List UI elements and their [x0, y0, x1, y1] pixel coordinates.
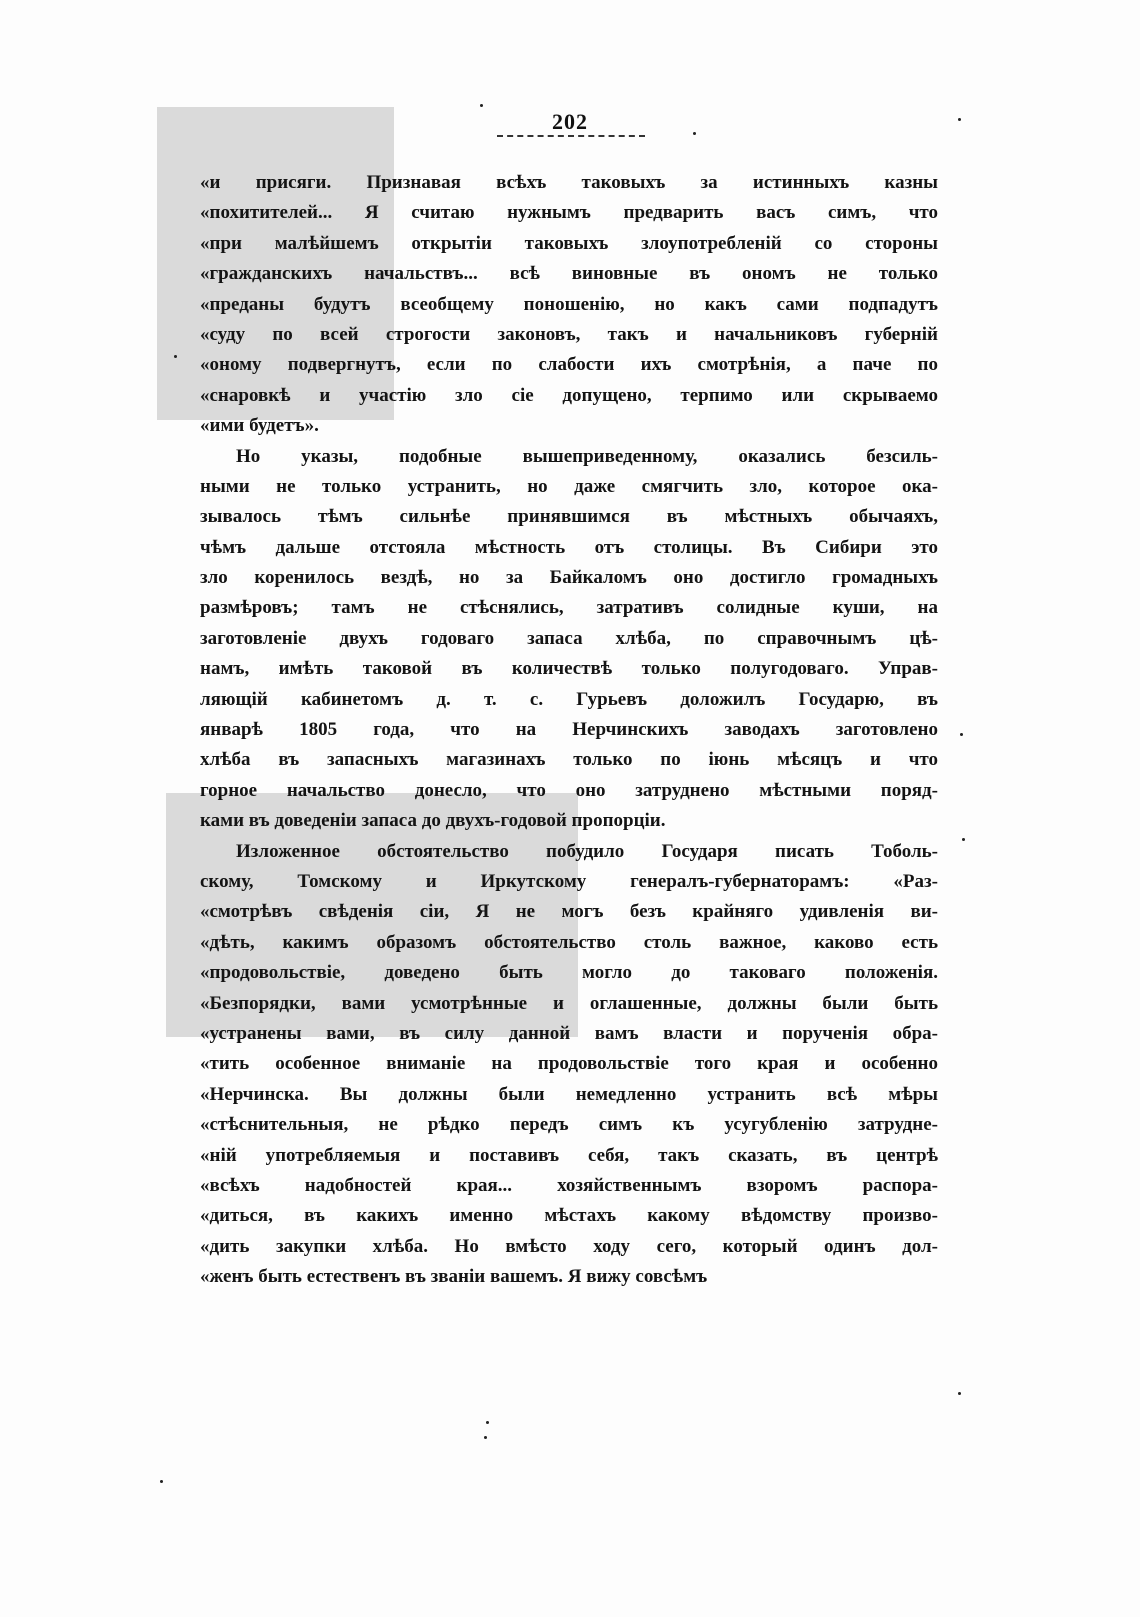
text-line: скому, Томскому и Иркутскому генералъ-губернаторамъ: «Раз-: [200, 870, 938, 892]
text-line: «дить закупки хлѣба. Но вмѣсто ходу сего, который одинъ дол-: [200, 1235, 938, 1257]
scan-speck: [693, 132, 696, 135]
text-line: размѣровъ; тамъ не стѣснялись, затративъ солидные куши, на: [200, 597, 938, 619]
page-number-header: [0, 109, 1140, 135]
text-line: чѣмъ дальше отстояла мѣстность отъ столицы. Въ Сибири это: [200, 536, 938, 558]
text-line: горное начальство донесло, что оно затруднено мѣстными поряд-: [200, 779, 938, 801]
text-line: ными не только устранить, но даже смягчить зло, которое ока-: [200, 475, 938, 497]
text-line: «диться, въ какихъ именно мѣстахъ какому вѣдомству произво-: [200, 1205, 938, 1227]
text-line: «Безпорядки, вами усмотрѣнные и оглашенные, должны были быть: [200, 992, 938, 1014]
text-line: хлѣба въ запасныхъ магазинахъ только по іюнь мѣсяцъ и что: [200, 749, 938, 771]
body-text: [200, 168, 938, 1292]
text-line: «женъ быть естественъ въ званіи вашемъ. Я вижу совсѣмъ: [200, 1266, 708, 1288]
scan-speck: [960, 733, 963, 736]
scan-speck: [484, 1436, 487, 1439]
text-line: «и присяги. Признавая всѣхъ таковыхъ за истинныхъ казны: [200, 172, 938, 193]
scan-speck: [958, 1392, 961, 1395]
text-line: «преданы будутъ всеобщему поношенію, но какъ сами подпадутъ: [200, 293, 938, 315]
scan-speck: [174, 355, 177, 358]
header-rule: [497, 135, 645, 137]
text-line: зло коренилось вездѣ, но за Байкаломъ оно достигло громадныхъ: [200, 567, 938, 589]
text-line: «Нерчинска. Вы должны были немедленно устранить всѣ мѣры: [200, 1083, 938, 1105]
text-line: Изложенное обстоятельство побудило Государя писать Тоболь-: [236, 840, 938, 862]
text-line: «дѣть, какимъ образомъ обстоятельство столь важное, каково есть: [200, 931, 938, 953]
text-line: «смотрѣвъ свѣденія сіи, Я не могъ безъ крайняго удивленія ви-: [200, 901, 938, 923]
text-line: «гражданскихъ начальствъ... всѣ виновные въ ономъ не только: [200, 263, 938, 285]
text-line: Но указы, подобные вышеприведенному, оказались безсиль-: [236, 445, 938, 467]
text-line: «суду по всей строгости законовъ, такъ и начальниковъ губерній: [200, 323, 938, 345]
text-line: намъ, имѣть таковой въ количествѣ только полугодоваго. Управ-: [200, 658, 938, 680]
scan-speck: [486, 1421, 489, 1424]
scan-speck: [958, 118, 961, 121]
text-line: «тить особенное вниманіе на продовольствіе того края и особенно: [200, 1053, 938, 1075]
text-line: ками въ доведеніи запаса до двухъ-годовой пропорціи.: [200, 810, 666, 832]
page-number: 202: [552, 109, 588, 134]
text-line: «ній употребляемыя и поставивъ себя, такъ сказать, въ центрѣ: [200, 1144, 938, 1166]
text-line: «продовольствіе, доведено быть могло до таковаго положенія.: [200, 962, 938, 984]
text-line: заготовленіе двухъ годоваго запаса хлѣба, по справочнымъ цѣ-: [200, 627, 938, 649]
scan-speck: [160, 1480, 163, 1483]
text-line: «устранены вами, въ силу данной вамъ власти и порученія обра-: [200, 1022, 938, 1044]
text-line: ляющій кабинетомъ д. т. с. Гурьевъ доложилъ Государю, въ: [200, 688, 938, 710]
text-line: «похитителей... Я считаю нужнымъ предварить васъ симъ, что: [200, 202, 938, 224]
text-line: «стѣснительныя, не рѣдко передъ симъ къ усугубленію затрудне-: [200, 1114, 938, 1136]
scan-speck: [962, 838, 965, 841]
text-line: январѣ 1805 года, что на Нерчинскихъ заводахъ заготовлено: [200, 719, 938, 741]
text-line: «снаровкѣ и участію зло сіе допущено, терпимо или скрываемо: [200, 384, 938, 406]
text-line: «всѣхъ надобностей края... хозяйственнымъ взоромъ распора-: [200, 1174, 938, 1196]
text-line: «ими будетъ».: [200, 415, 319, 437]
text-line: «при малѣйшемъ открытіи таковыхъ злоупотребленій со стороны: [200, 232, 938, 254]
scan-speck: [480, 104, 483, 107]
text-line: «оному подвергнутъ, если по слабости ихъ смотрѣнія, а паче по: [200, 354, 938, 376]
text-line: зывалось тѣмъ сильнѣе принявшимся въ мѣстныхъ обычаяхъ,: [200, 506, 938, 528]
